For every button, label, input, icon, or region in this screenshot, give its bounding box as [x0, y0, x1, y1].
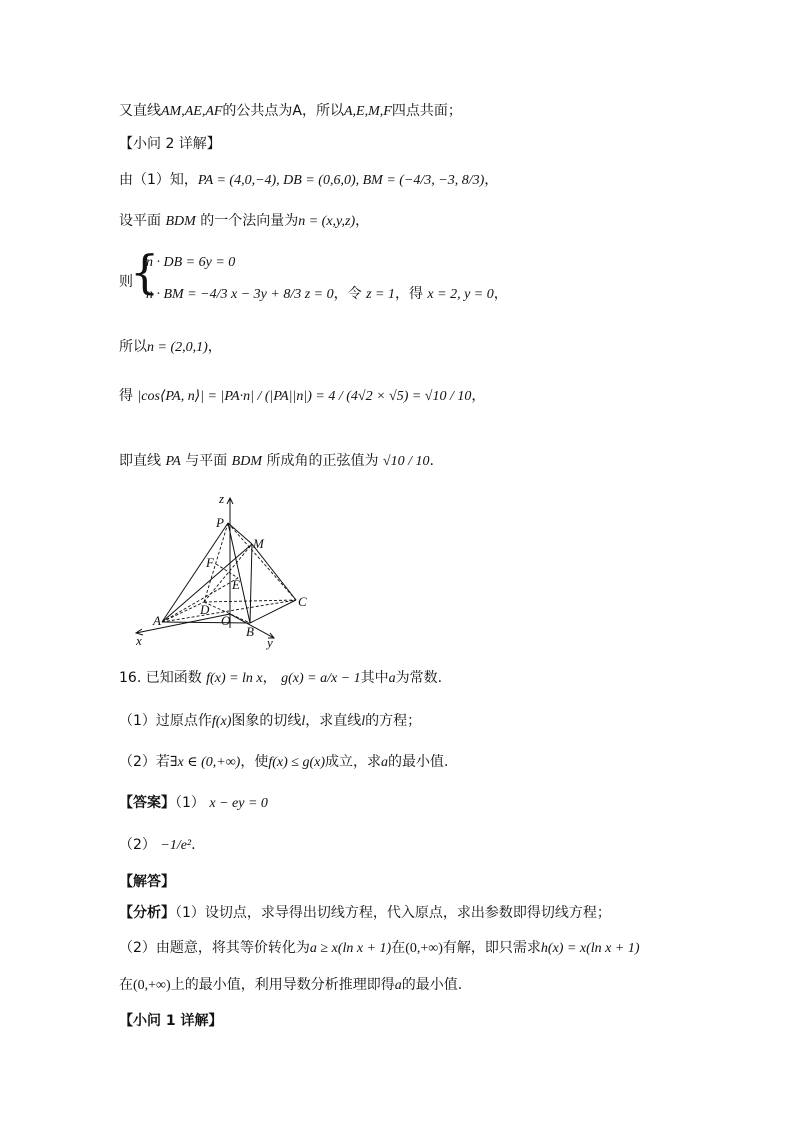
- text: ，: [355, 213, 370, 229]
- label-x: x: [136, 633, 142, 648]
- text: （2）: [119, 837, 156, 853]
- text: 在: [391, 940, 406, 956]
- pyramid-figure: [128, 490, 328, 650]
- analysis-line-2: [119, 938, 639, 959]
- math: PA = (4,0,−4), DB = (0,6,0), BM = (−4/3, −3, 8/3): [197, 173, 485, 188]
- text: .: [429, 453, 434, 469]
- text: （1）设切点，求导得出切线方程，代入原点，求出参数即得切线方程；: [175, 905, 611, 921]
- text: 又直线: [119, 103, 161, 119]
- edge-MB: [250, 544, 252, 623]
- math: x = 2, y = 0: [427, 287, 494, 302]
- text-line: [119, 386, 485, 407]
- text: 的公共点为A，所以: [222, 103, 344, 119]
- text: 图象的切线: [231, 713, 302, 729]
- math: BDM: [165, 214, 196, 229]
- math: h(x) = x(ln x + 1): [540, 941, 640, 956]
- brace-icon: {: [130, 245, 160, 299]
- question-16-part-2: [119, 752, 448, 773]
- answer-line-2: [119, 835, 196, 856]
- text-line: [119, 337, 222, 358]
- text: 16. 已知函数: [119, 670, 202, 686]
- system-label: 则: [119, 274, 133, 290]
- analysis-heading: 【分析】: [119, 905, 175, 921]
- text: ，: [262, 670, 277, 686]
- analysis-line-3: [119, 975, 462, 996]
- edge-DC: [204, 600, 296, 602]
- math: (0,+∞): [405, 941, 443, 956]
- math: n · BM = −4/3 x − 3y + 8/3 z = 0: [146, 287, 334, 302]
- text: 在: [119, 977, 133, 993]
- edge-AB: [162, 622, 250, 623]
- text: 有解，即只需求: [442, 940, 541, 956]
- text: 四点共面；: [391, 103, 462, 119]
- text-line: [119, 451, 434, 472]
- math: l: [361, 714, 366, 729]
- math: f(x) ≤ g(x): [268, 755, 326, 770]
- math: −1/e²: [160, 838, 192, 853]
- math: A,E,M,F: [344, 104, 392, 119]
- text: 所成角的正弦值为: [266, 453, 379, 469]
- text: （1）: [175, 795, 205, 811]
- text: 所以: [119, 339, 147, 355]
- text-line: [119, 101, 462, 122]
- label-A: A: [153, 613, 161, 628]
- text: 由（1）知，: [119, 172, 198, 188]
- math: a: [394, 978, 402, 993]
- math: n = (2,0,1): [147, 340, 208, 355]
- equation-2: [146, 284, 508, 305]
- label-F: F: [206, 555, 214, 570]
- question-16: [119, 668, 442, 689]
- answer-line-1: [119, 793, 268, 814]
- label-D: D: [200, 602, 210, 617]
- text: 的方程；: [365, 713, 422, 729]
- math: √10 / 10: [382, 454, 430, 469]
- section-heading: 【小问 2 详解】: [119, 136, 221, 152]
- text: ，令: [333, 286, 362, 302]
- math: a: [388, 671, 396, 686]
- label-y: y: [267, 635, 273, 650]
- text: .: [191, 837, 196, 853]
- question-16-part-1: [119, 711, 421, 732]
- text: 的一个法向量为: [200, 213, 299, 229]
- label-C: C: [298, 594, 307, 609]
- x-axis: [136, 614, 230, 633]
- text: （2）若: [119, 754, 170, 770]
- label-O: O: [221, 613, 231, 628]
- text: 为常数.: [395, 670, 443, 686]
- section-heading: 【小问 1 详解】: [119, 1013, 223, 1029]
- math: n · DB = 6y = 0: [146, 255, 236, 270]
- text: ，: [484, 172, 499, 188]
- label-M: M: [253, 536, 264, 551]
- math: BDM: [231, 454, 262, 469]
- text: ，: [471, 388, 486, 404]
- text: 的最小值.: [388, 754, 449, 770]
- text-line: [119, 170, 498, 191]
- math: z = 1: [366, 287, 395, 302]
- math: AM,AE,AF: [161, 104, 223, 119]
- math: (0,+∞): [133, 978, 171, 993]
- math: a ≥ x(ln x + 1): [309, 941, 392, 956]
- edge-MC: [252, 544, 296, 600]
- math: x − ey = 0: [209, 796, 268, 811]
- text: 与平面: [185, 453, 228, 469]
- math: l: [301, 714, 306, 729]
- text-line: [119, 211, 369, 232]
- text: ，求直线: [305, 713, 362, 729]
- label-z: z: [219, 491, 225, 506]
- text: 成立，求: [325, 754, 382, 770]
- equation-1: [146, 252, 235, 273]
- text: 得: [119, 388, 133, 404]
- analysis-line-1: [119, 903, 611, 923]
- edge-PA: [162, 523, 228, 622]
- text: 上的最小值，利用导数分析推理即得: [170, 977, 395, 993]
- text: （2）由题意，将其等价转化为: [119, 940, 310, 956]
- math: f(x): [211, 714, 232, 729]
- text: 即直线: [119, 453, 161, 469]
- text: ，使: [240, 754, 269, 770]
- text: ，: [493, 286, 508, 302]
- math: n = (x,y,z): [298, 214, 356, 229]
- label-E: E: [232, 577, 240, 592]
- text: ，: [207, 339, 222, 355]
- label-P: P: [216, 515, 224, 530]
- solution-heading: 【解答】: [119, 874, 175, 890]
- text: （1）过原点作: [119, 713, 212, 729]
- math: g(x) = a/x − 1: [281, 671, 361, 686]
- answer-heading: 【答案】: [119, 795, 175, 811]
- text: 其中: [360, 670, 389, 686]
- math: ∃x ∈ (0,+∞): [169, 755, 241, 770]
- math: |cos⟨PA, n⟩| = |PA·n| / (|PA||n|) = 4 / (4√2 × √5) = √10 / 10: [137, 389, 472, 404]
- math: f(x) = ln x: [206, 671, 263, 686]
- text: 设平面: [119, 213, 161, 229]
- math: PA: [165, 454, 181, 469]
- text: 的最小值.: [401, 977, 463, 993]
- label-B: B: [246, 624, 254, 639]
- math: a: [381, 755, 389, 770]
- text: ，得: [394, 286, 423, 302]
